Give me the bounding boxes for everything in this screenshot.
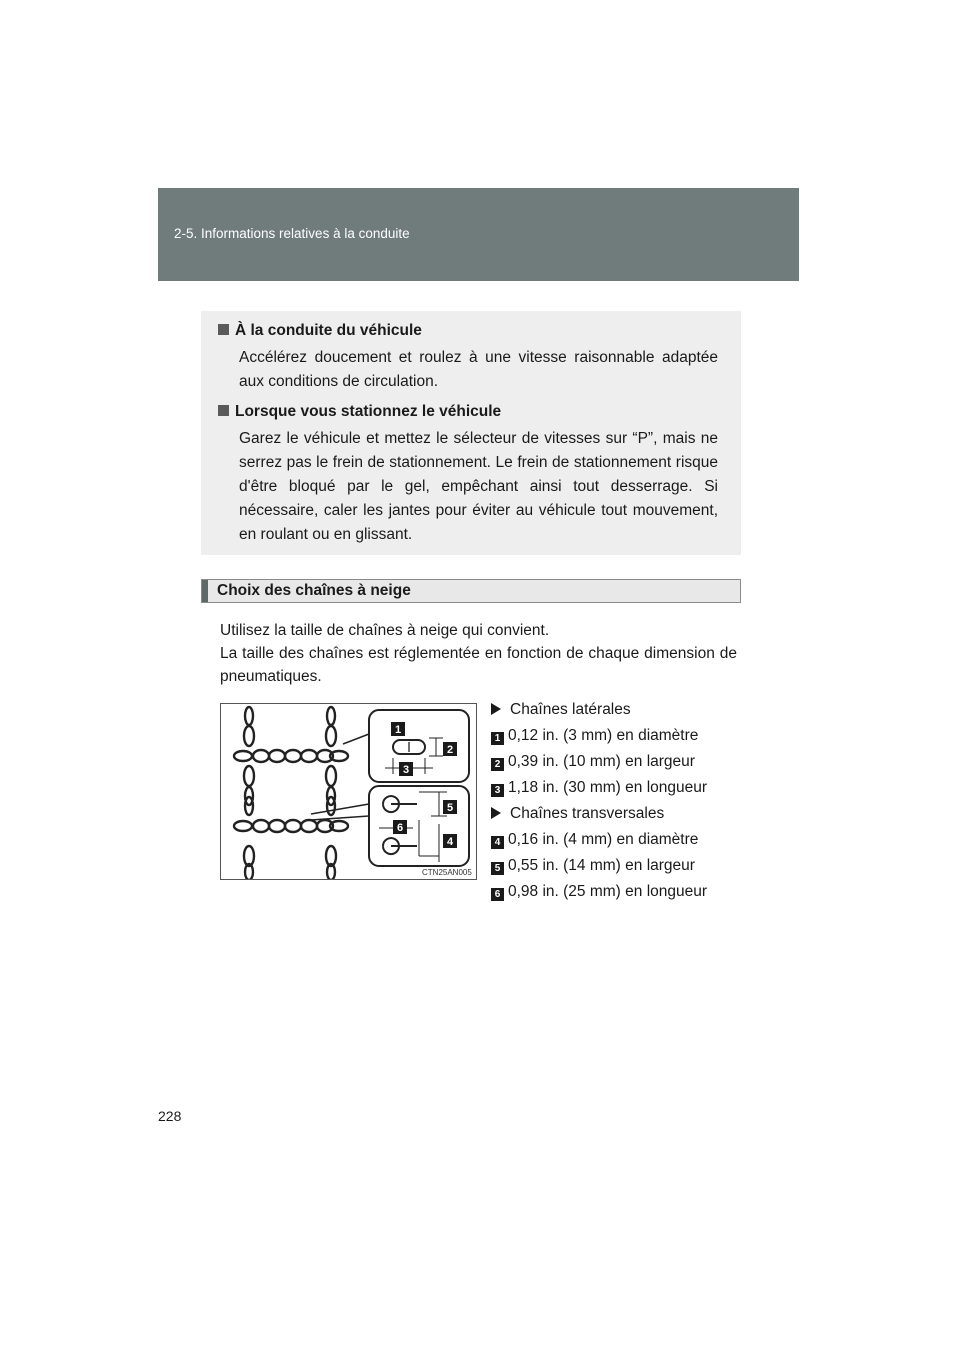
spec-heading-text: Chaînes transversales: [510, 805, 665, 822]
spec-item-text: 0,55 in. (14 mm) en largeur: [508, 857, 695, 874]
spec-number-badge: 2: [491, 758, 504, 771]
spec-heading: [491, 701, 631, 719]
note-heading-text: Lorsque vous stationnez le véhicule: [235, 403, 502, 420]
spec-item-text: 0,98 in. (25 mm) en longueur: [508, 883, 708, 900]
figure-label-6: 6: [396, 822, 404, 834]
note-heading: [218, 322, 422, 340]
page-number: 228: [158, 1108, 182, 1124]
figure-label-1: 1: [394, 724, 402, 736]
spec-item: [491, 779, 707, 797]
square-bullet-icon: [218, 324, 229, 335]
snow-chain-drawing: [221, 704, 476, 879]
section-accent: [202, 580, 208, 602]
figure-code: CTN25AN005: [422, 868, 472, 877]
figure-label-5: 5: [446, 802, 454, 814]
snow-chain-illustration: [220, 703, 477, 880]
intro-line: La taille des chaînes est réglementée en fonction de chaque dimension de pneumatiques.: [220, 645, 737, 685]
figure-label-2: 2: [446, 744, 454, 756]
spec-item: [491, 753, 695, 771]
spec-number-badge: 1: [491, 732, 504, 745]
spec-number-badge: 5: [491, 862, 504, 875]
spec-number-badge: 6: [491, 888, 504, 901]
triangle-bullet-icon: [491, 807, 501, 819]
spec-item: [491, 883, 707, 901]
intro-paragraph: [220, 619, 737, 688]
spec-item-text: 0,16 in. (4 mm) en diamètre: [508, 831, 699, 848]
note-heading-text: À la conduite du véhicule: [235, 322, 422, 339]
spec-item-text: 0,39 in. (10 mm) en largeur: [508, 753, 695, 770]
spec-item: [491, 727, 698, 745]
spec-heading-text: Chaînes latérales: [510, 701, 631, 718]
spec-number-badge: 4: [491, 836, 504, 849]
section-heading: [201, 579, 741, 603]
note-body: Accélérez doucement et roulez à une vitesse raisonnable adaptée aux conditions de circulation.: [239, 349, 718, 390]
note-heading: [218, 403, 501, 421]
section-breadcrumb: 2-5. Informations relatives à la conduite: [174, 226, 410, 241]
spec-item: [491, 857, 695, 875]
page-header: [158, 188, 799, 281]
spec-number-badge: 3: [491, 784, 504, 797]
spec-item-text: 0,12 in. (3 mm) en diamètre: [508, 727, 699, 744]
figure-label-3: 3: [402, 764, 410, 776]
notes-box: [201, 311, 741, 555]
square-bullet-icon: [218, 405, 229, 416]
spec-heading: [491, 805, 664, 823]
section-title: Choix des chaînes à neige: [217, 582, 411, 599]
spec-item-text: 1,18 in. (30 mm) en longueur: [508, 779, 708, 796]
intro-line: Utilisez la taille de chaînes à neige qui convient.: [220, 622, 550, 639]
figure-label-4: 4: [446, 836, 454, 848]
spec-item: [491, 831, 698, 849]
triangle-bullet-icon: [491, 703, 501, 715]
note-body: Garez le véhicule et mettez le sélecteur de vitesses sur “P”, mais ne serrez pas le frein de stationnement. Le frein de stationnement risque d'être bloqué par le gel, empêchant ainsi tout desserrage. Si nécessaire, caler les jantes pour éviter au véhicule tout mouvement, en roulant ou en glissant.: [239, 430, 718, 543]
